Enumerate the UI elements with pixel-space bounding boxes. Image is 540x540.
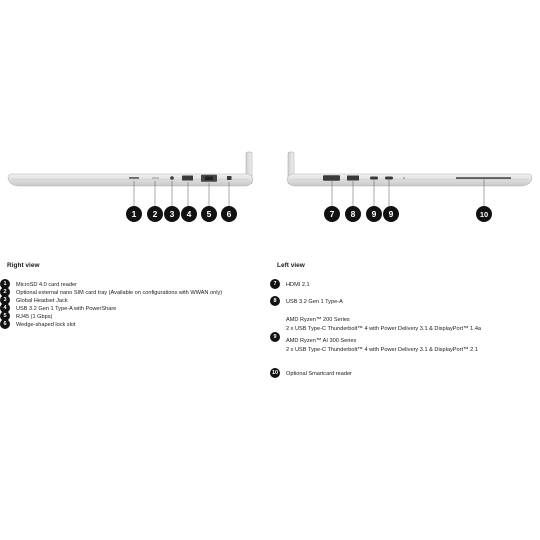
item-description: HDMI 2.1: [286, 281, 310, 288]
svg-text:4: 4: [186, 209, 192, 219]
item-number-badge: 4: [0, 303, 10, 313]
item-number-badge: 5: [0, 311, 10, 321]
item-number-badge: 9: [270, 332, 280, 342]
marker-6: [221, 206, 237, 222]
svg-text:6: 6: [226, 209, 232, 219]
headset-jack-port: [170, 176, 174, 180]
item-description: Optional Smartcard reader: [286, 370, 352, 377]
item-line: 2 x USB Type-C Thunderbolt™ 4 with Power Delivery 3.1 & DisplayPort™ 2.1: [286, 346, 478, 353]
svg-text:7: 7: [329, 209, 335, 219]
svg-text:8: 8: [350, 209, 356, 219]
right-view-heading: Right view: [7, 262, 40, 269]
svg-text:5: 5: [206, 209, 212, 219]
svg-text:9: 9: [388, 209, 394, 219]
item-description: USB 3.2 Gen 1 Type-A with PowerShare: [16, 305, 117, 312]
right-view-markers: [126, 206, 237, 222]
item-description: USB 3.2 Gen 1 Type-A: [286, 298, 343, 305]
lock-slot-port: [227, 176, 232, 180]
marker-8: [345, 206, 361, 222]
svg-text:3: 3: [169, 209, 175, 219]
item-line: 2 x USB Type-C Thunderbolt™ 4 with Power Delivery 3.1 & DisplayPort™ 1.4a: [286, 325, 482, 332]
svg-text:10: 10: [479, 210, 489, 219]
item-number-badge: 6: [0, 319, 10, 329]
usb-a-port-left: [347, 176, 359, 181]
marker-2: [147, 206, 163, 222]
item-description: Global Headset Jack: [16, 297, 68, 304]
item-description: Optional external nano SIM card tray (Available on configurations with WWAN only): [16, 289, 223, 296]
item-line: AMD Ryzen™ AI 300 Series: [286, 338, 357, 344]
item-line: AMD Ryzen™ 200 Series: [286, 317, 350, 323]
svg-text:2: 2: [152, 209, 158, 219]
marker-3: [164, 206, 180, 222]
marker-10: [476, 206, 492, 222]
marker-9a: [366, 206, 382, 222]
item-number-badge: 10: [271, 370, 279, 376]
status-led: [403, 177, 405, 179]
item-description-multiline: [286, 316, 481, 354]
item-description: MicroSD 4.0 card reader: [16, 281, 77, 288]
marker-5: [201, 206, 217, 222]
right-side-laptop-image: [8, 152, 253, 206]
item-number-badge: 3: [0, 295, 10, 305]
marker-7: [324, 206, 340, 222]
microsd-slot-port: [129, 177, 139, 178]
usb-c-port-2: [385, 177, 393, 180]
item-number-badge: 8: [270, 296, 280, 306]
left-view-heading: Left view: [277, 262, 305, 269]
sim-tray-port: [152, 178, 159, 179]
usb-a-port-right: [182, 176, 193, 181]
item-description: RJ45 (1 Gbps): [16, 313, 53, 320]
left-view-markers: [324, 206, 492, 222]
hdmi-port: [323, 175, 340, 181]
marker-9b: [383, 206, 399, 222]
item-number-badge: 2: [0, 287, 10, 297]
usb-c-port-1: [370, 177, 378, 180]
marker-4: [181, 206, 197, 222]
svg-text:1: 1: [131, 209, 137, 219]
laptop-side-views-diagram: [0, 0, 540, 240]
smartcard-slot-port: [456, 177, 511, 179]
item-number-badge: 7: [270, 279, 280, 289]
item-number-badge: 1: [0, 279, 10, 289]
marker-1: [126, 206, 142, 222]
left-side-laptop-image: [287, 152, 532, 206]
svg-text:9: 9: [371, 209, 377, 219]
item-description: Wedge-shaped lock slot: [16, 321, 76, 328]
